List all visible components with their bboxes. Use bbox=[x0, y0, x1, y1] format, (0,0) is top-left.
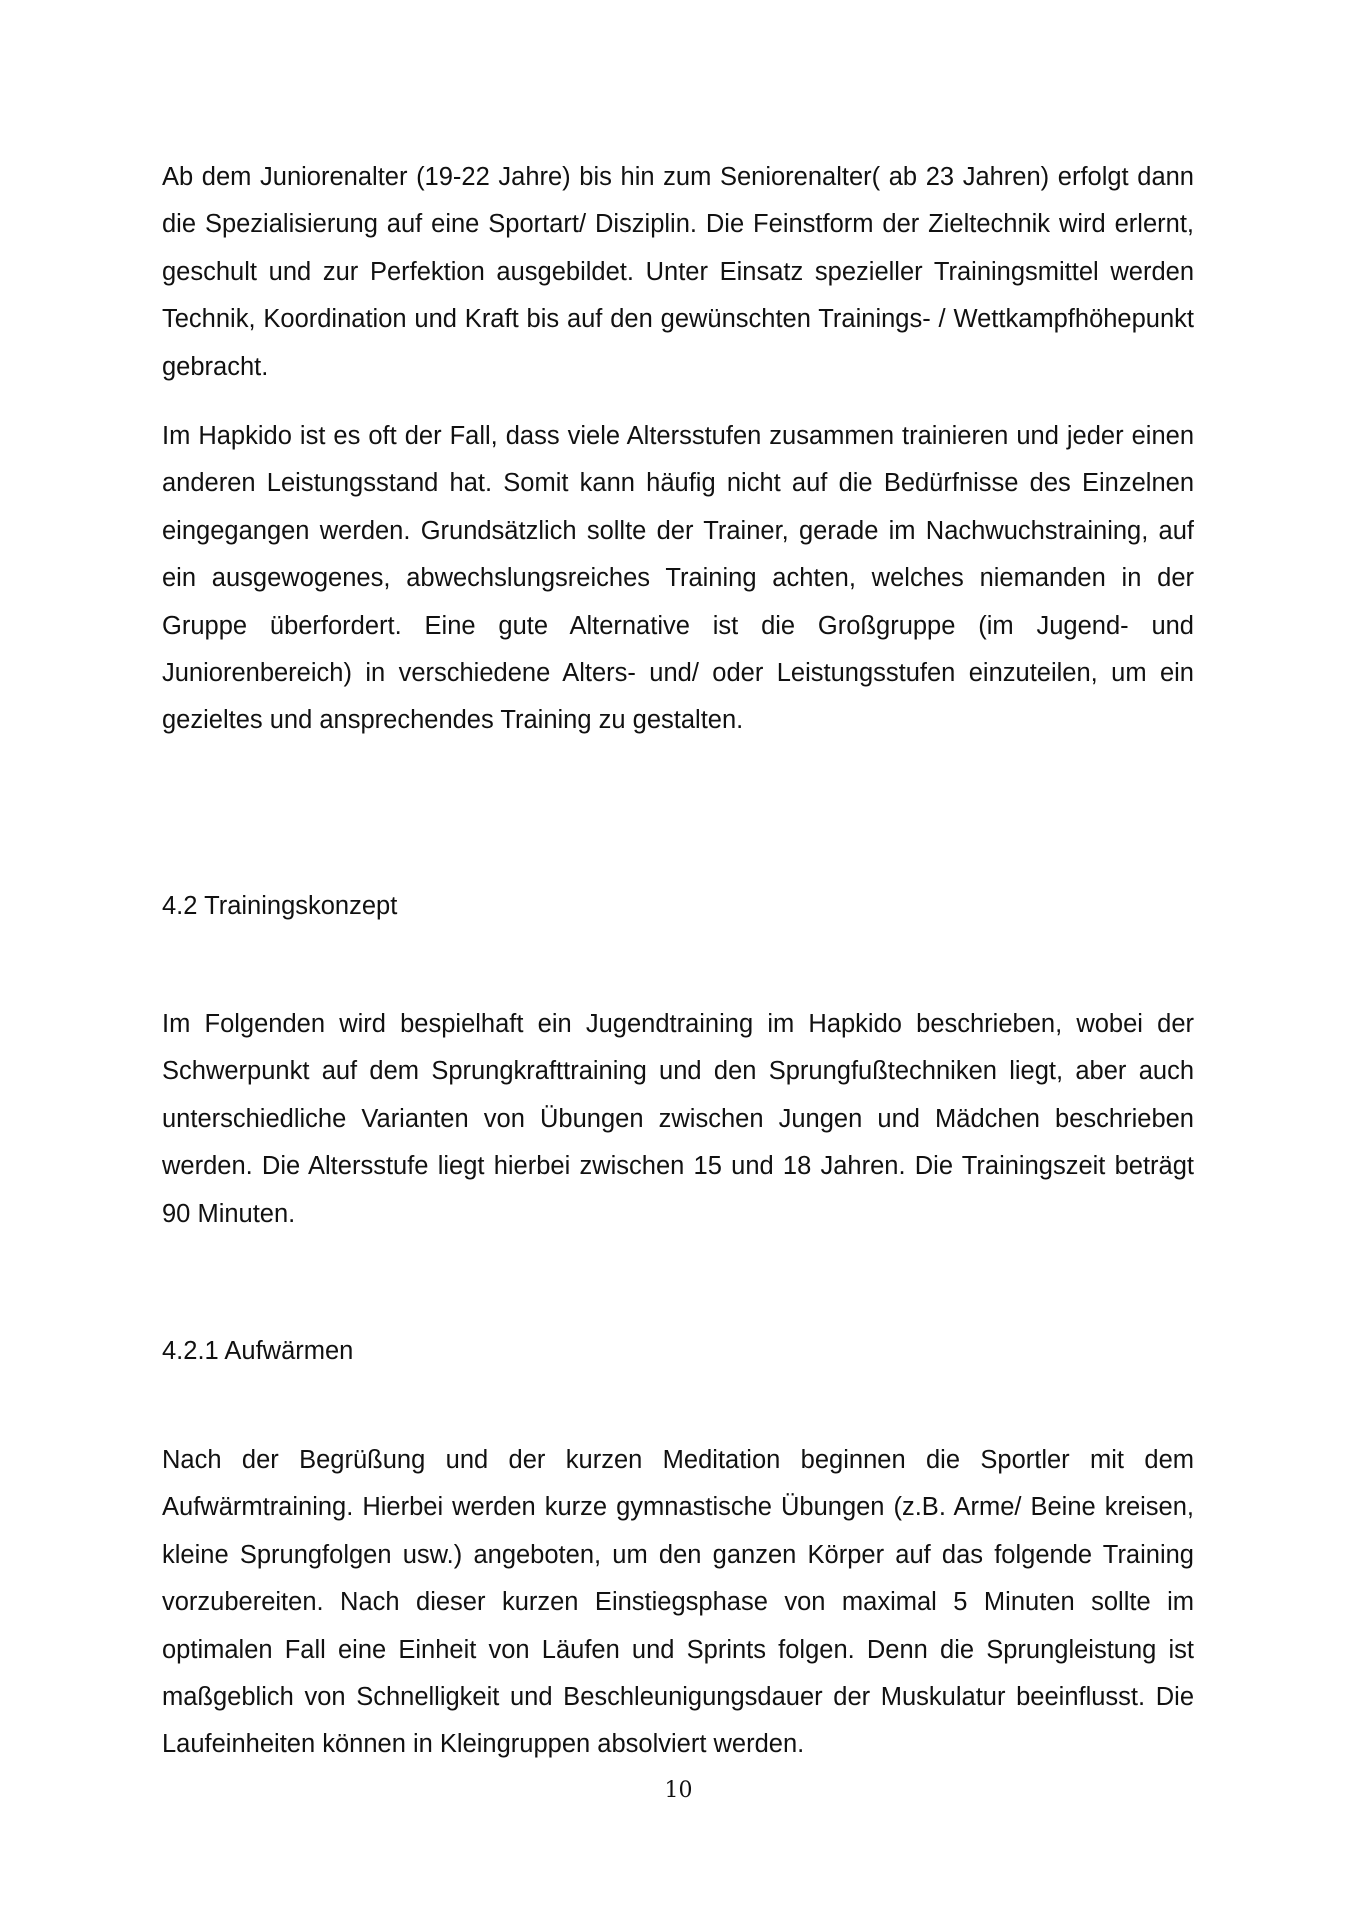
paragraph-text: Ab dem Juniorenalter (19-22 Jahre) bis hin zum Seniorenalter( ab 23 Jahren) erfolgt dann die Spezialisierung auf eine Sportart/ Disziplin. Die Feinstform der Zieltechnik wird erlernt, geschult und zur Perfektion ausgebildet. Unter Einsatz spezieller Trainingsmittel werden Technik, Koordination und Kraft bis auf den gewünschten Trainings- / Wettkampfhöhepunkt gebracht. bbox=[162, 163, 1194, 381]
paragraph-youth-training bbox=[162, 1001, 1194, 1238]
paragraph-warmup bbox=[162, 1437, 1194, 1769]
section-heading-4-2: 4.2 Trainingskonzept bbox=[162, 892, 398, 920]
heading-aufwaermen-container bbox=[162, 1328, 1194, 1375]
page-number: 10 bbox=[664, 1778, 693, 1803]
paragraph-specialization bbox=[162, 154, 1194, 391]
paragraph-hapkido-groups bbox=[162, 413, 1194, 745]
paragraph-text: Nach der Begrüßung und der kurzen Meditation beginnen die Sportler mit dem Aufwärmtraining. Hierbei werden kurze gymnastische Übungen (z.B. Arme/ Beine kreisen, kleine Sprungfolgen usw.) angeboten, um den ganzen Körper auf das folgende Training vorzubereiten. Nach dieser kurzen Einstiegsphase von maximal 5 Minuten sollte im optimalen Fall eine Einheit von Läufen und Sprints folgen. Denn die Sprungleistung ist maßgeblich von Schnelligkeit und Beschleunigungsdauer der Muskulatur beeinflusst. Die Laufeinheiten können in Kleingruppen absolviert werden. bbox=[162, 1446, 1194, 1759]
heading-trainingskonzept-container bbox=[162, 883, 1194, 930]
paragraph-text: Im Hapkido ist es oft der Fall, dass viele Altersstufen zusammen trainieren und jeder einen anderen Leistungsstand hat. Somit kann häufig nicht auf die Bedürfnisse des Einzelnen eingegangen werden. Grundsätzlich sollte der Trainer, gerade im Nachwuchstraining, auf ein ausgewogenes, abwechslungsreiches Training achten, welches niemanden in der Gruppe überfordert. Eine gute Alternative ist die Großgruppe (im Jugend- und Juniorenbereich) in verschiedene Alters- und/ oder Leistungsstufen einzuteilen, um ein gezieltes und ansprechendes Training zu gestalten. bbox=[162, 422, 1194, 735]
section-heading-4-2-1: 4.2.1 Aufwärmen bbox=[162, 1337, 354, 1365]
paragraph-text: Im Folgenden wird bespielhaft ein Jugendtraining im Hapkido beschrieben, wobei der Schwerpunkt auf dem Sprungkrafttraining und den Sprungfußtechniken liegt, aber auch unterschiedliche Varianten von Übungen zwischen Jungen und Mädchen beschrieben werden. Die Altersstufe liegt hierbei zwischen 15 und 18 Jahren. Die Trainingszeit beträgt 90 Minuten. bbox=[162, 1010, 1194, 1228]
